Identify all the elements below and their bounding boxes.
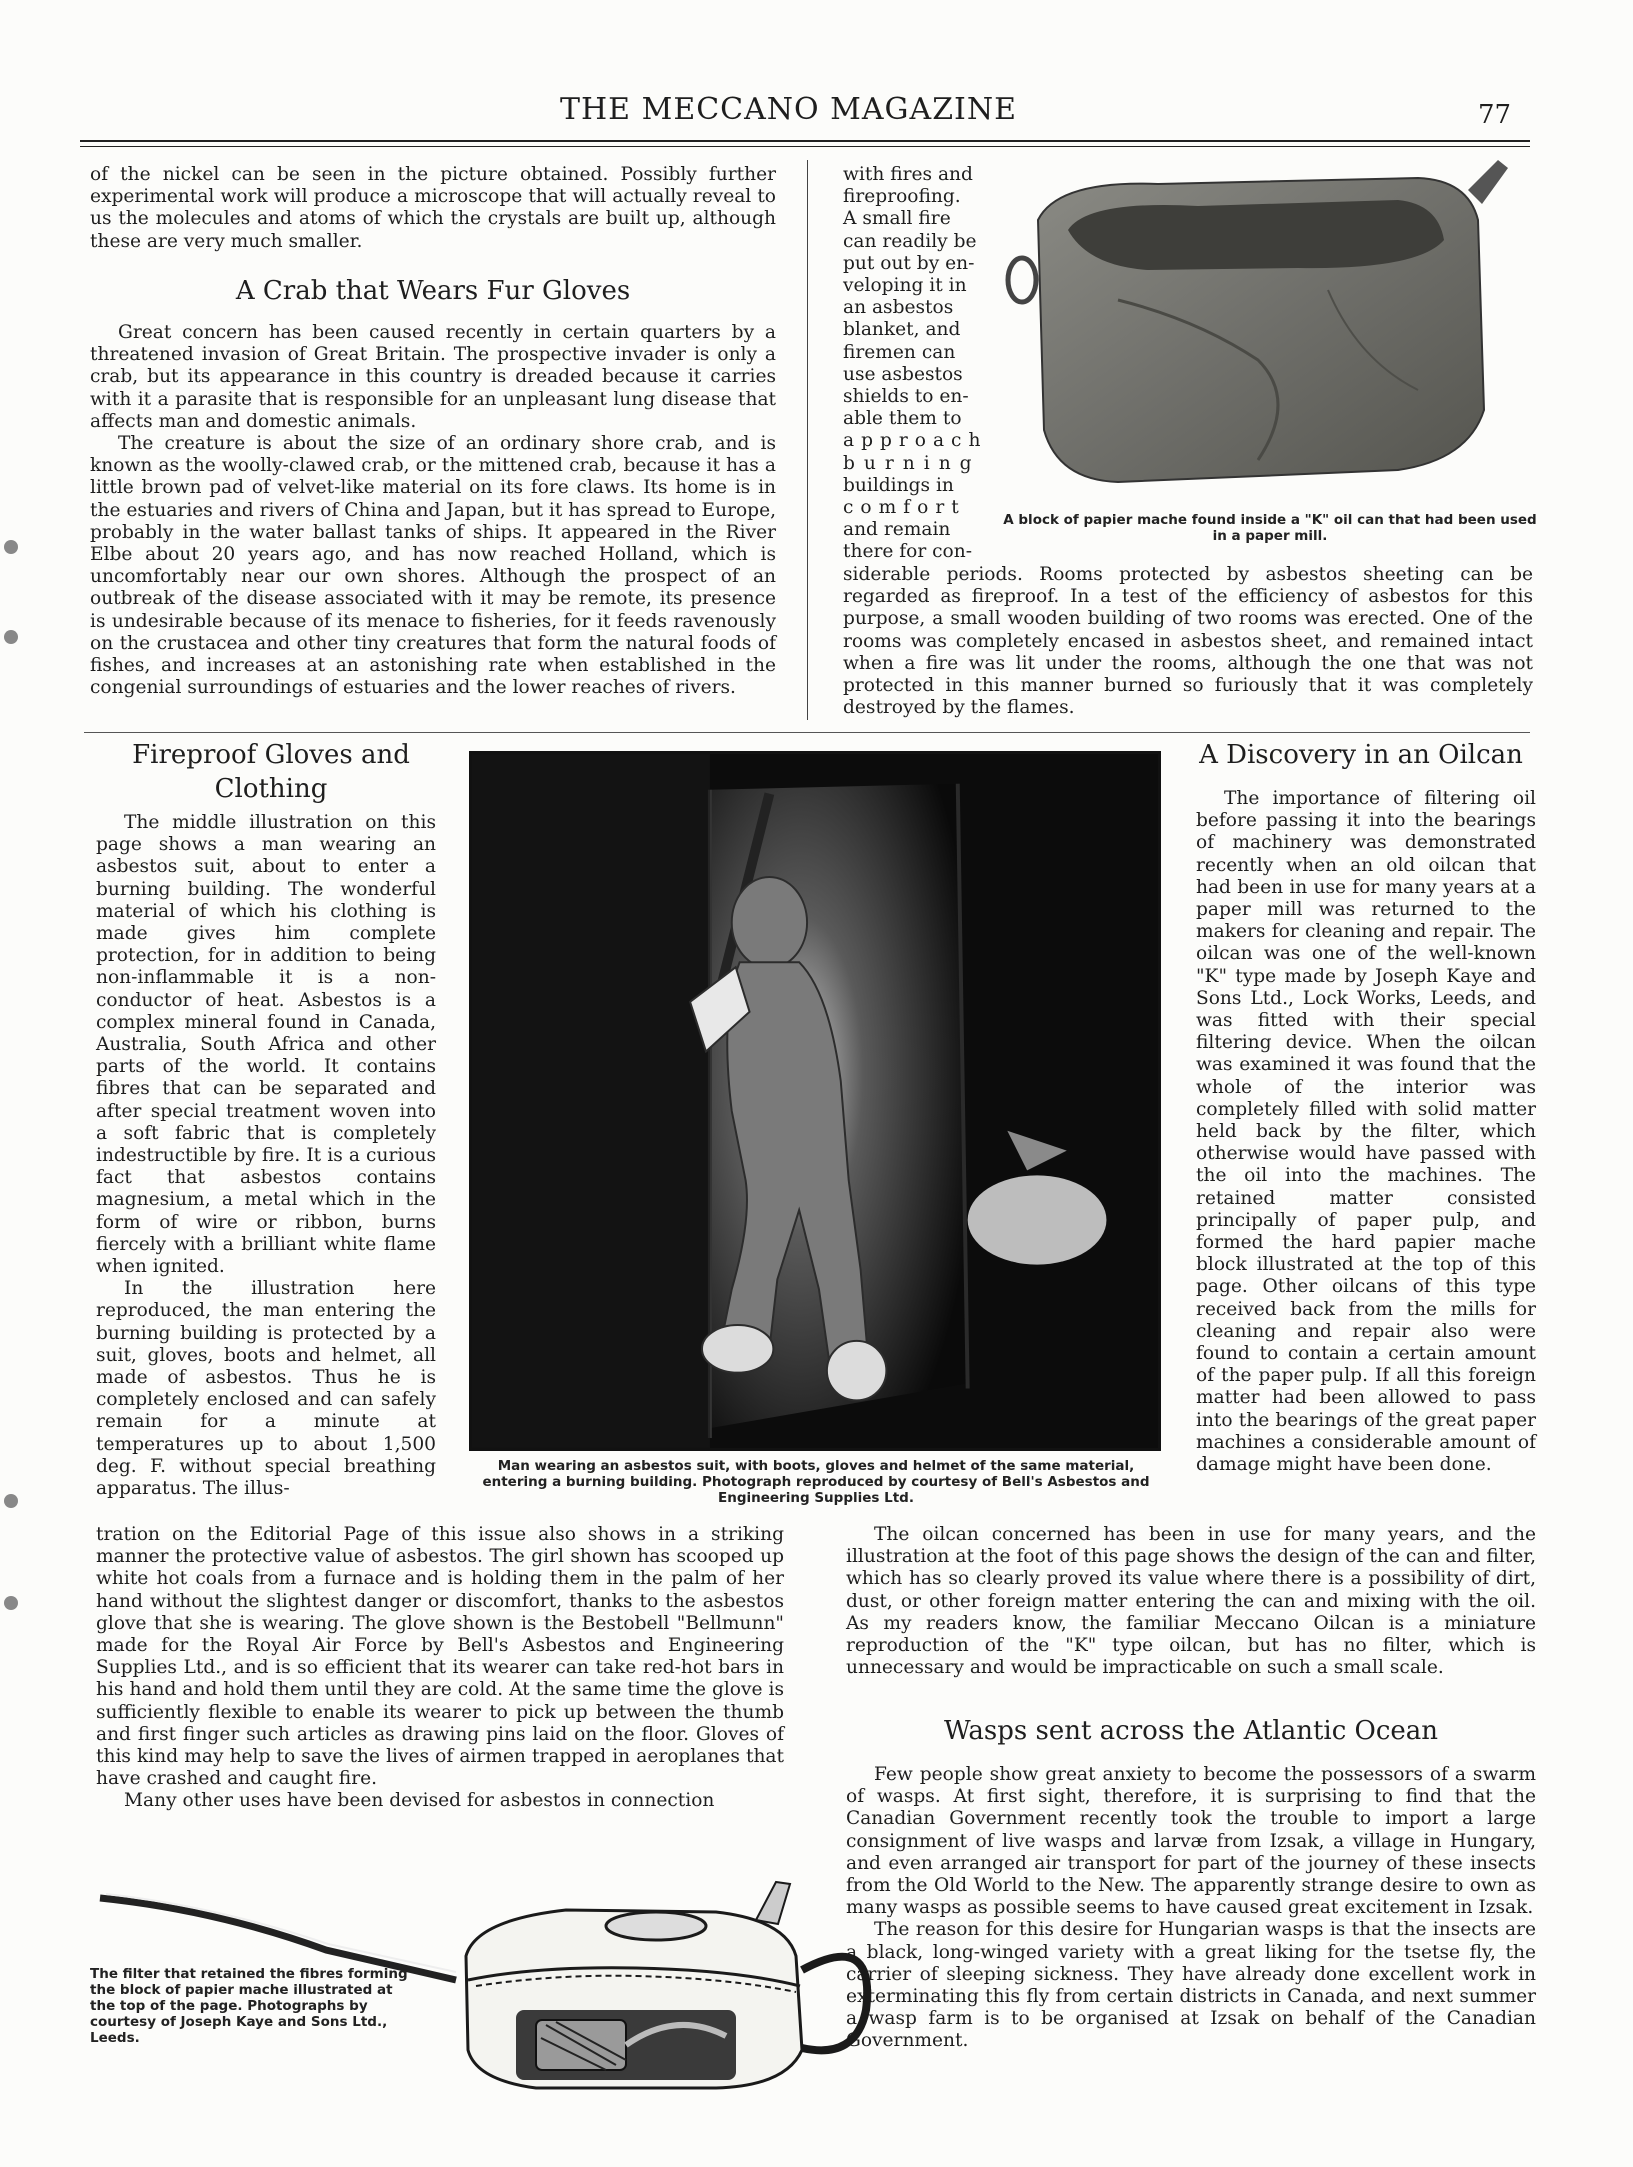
narrow-line: put out by en- bbox=[843, 252, 975, 274]
crab-heading: A Crab that Wears Fur Gloves bbox=[235, 276, 631, 306]
wasps-article-body bbox=[846, 1764, 1536, 2053]
gloves-wide-text: tration on the Editorial Page of this issue also shows in a striking manner the protective value of asbestos. The girl shown has scooped up white hot coals from a furnace and is holding them in the palm of her hand without the slightest danger or discomfort, thanks to the asbestos glove that she is wearing. The glove shown is the Bestobell "Bellmunn" made for the Royal Air Force by Bell's Asbestos and Engineering Supplies Ltd., and is so efficient that its wearer can take red-hot bars in his hand and hold them until they are cold. At the same time the glove is sufficiently flexible to enable its wearer to pick up between the thumb and first finger such articles as drawing pins laid on the floor. Gloves of this kind may help to save the lives of airmen trapped in aeroplanes that have crashed and caught fire. Many other uses have been devised for asbestos in connection bbox=[96, 1524, 784, 1812]
intro-continuation: of the nickel can be seen in the picture obtained. Possibly further experimental work will produce a microscope that will actually reveal to us the molecules and atoms of which the crystals are built up, although these are very much smaller. bbox=[90, 164, 776, 252]
narrow-line: an asbestos bbox=[843, 297, 954, 319]
section-rule bbox=[84, 732, 1530, 733]
gloves-heading-line-2: Clothing bbox=[214, 774, 328, 804]
narrow-line: there for con- bbox=[843, 541, 972, 563]
narrow-line: comfort bbox=[843, 497, 966, 519]
narrow-line: veloping it in bbox=[843, 275, 967, 297]
crab-paragraph-2: The creature is about the size of an ordinary shore crab, and is known as the woolly-clawed crab, or the mittened crab, because it has a little brown pad of velvet-like material on its fore claws. Its home is in the estuaries and rivers of China and Japan, but it has spread to Europe, probably in the water ballast tanks of ships. It appeared in the River Elbe about 20 years ago, and has now reached Holland, which is uncomfortably near our own shores. Although the prospect of an outbreak of the disease associated with it may be remote, its presence is undesirable because of its menace to fisheries, for it feeds ravenously on the crustacea and other tiny creatures that form the natural foods of fishes, and increases at an astonishing rate when established in the congenial surroundings of estuaries and the lower reaches of rivers. bbox=[90, 433, 776, 699]
oilcan-wide-text: The oilcan concerned has been in use for many years, and the illustration at the foot of this page shows the design of the can and filter, which has so clearly proved its value where there is a possibility of dirt, dust, or other foreign matter entering the can and mixing with the oil. As my readers know, the familiar Meccano Oilcan is a miniature reproduction of the "K" type oilcan, but has no filter, which is unnecessary and would be impracticable on such a small scale. bbox=[846, 1524, 1536, 1679]
column-divider bbox=[807, 160, 808, 720]
wasps-heading: Wasps sent across the Atlantic Ocean bbox=[943, 1716, 1439, 1746]
narrow-line: blanket, and bbox=[843, 319, 961, 341]
gloves-column-text: The middle illustration on this page shows a man wearing an asbestos suit, about to enter a burning building. The wonderful material of which his clothing is made gives him complete protection, for in addition to being non-inflammable it is a non-conductor of heat. Asbestos is a complex mineral found in Canada, Australia, South Africa and other parts of the world. It contains fibres that can be separated and after special treatment woven into a soft fabric that is completely indestructible by fire. It is a curious fact that asbestos contains magnesium, a metal which in the form of wire or ribbon, burns fiercely with a brilliant white flame when ignited. In the illustration here reproduced, the man entering the burning building is protected by a suit, gloves, boots and helmet, all made of asbestos. Thus he is completely enclosed and can safely remain for a minute at temperatures up to about 1,500 deg. F. without special breathing apparatus. The illus- bbox=[96, 812, 436, 1500]
narrow-line: and remain bbox=[843, 519, 951, 541]
magazine-title: THE MECCANO MAGAZINE bbox=[560, 92, 1018, 127]
gloves-heading-line-1: Fireproof Gloves and bbox=[132, 740, 410, 770]
asbestos-narrow-column bbox=[843, 164, 989, 564]
narrow-line: able them to bbox=[843, 408, 962, 430]
narrow-line: shields to en- bbox=[843, 386, 969, 408]
gloves-heading bbox=[96, 738, 446, 806]
papier-mache-block-photo bbox=[998, 160, 1538, 508]
man-photo-caption: Man wearing an asbestos suit, with boots, gloves and helmet of the same material, entering a burning building. Photograph reproduced by courtesy of Bell's Asbestos and Engineering Supplies Ltd. bbox=[482, 1458, 1150, 1506]
rock-photo-caption: A block of papier mache found inside a "K" oil can that had been used in a paper mill. bbox=[1003, 512, 1537, 544]
narrow-line: fireproofing. bbox=[843, 186, 961, 208]
header-rule-thin bbox=[80, 146, 1530, 147]
wasps-paragraph-2: The reason for this desire for Hungarian wasps is that the insects are a black, long-winged variety with a great liking for the tsetse fly, the carrier of sleeping sickness. They have already done excellent work in exterminating this fly from certain districts in Canada, and next summer a wasp farm is to be organised at Izsak on behalf of the Canadian Government. bbox=[846, 1919, 1536, 2052]
oilcan-figure-caption: The filter that retained the fibres forming the block of papier mache illustrated at the top of the page. Photographs by courtesy of Joseph Kaye and Sons Ltd., Leeds. bbox=[90, 1966, 408, 2046]
oilcan-column-text: The importance of filtering oil before passing it into the bearings of machinery was demonstrated recently when an old oilcan that had been in use for many years at a paper mill was returned to the makers for cleaning and repair. The oilcan was one of the well-known "K" type made by Joseph Kaye and Sons Ltd., Lock Works, Leeds, and was fitted with their special filtering device. When the oilcan was examined it was found that the whole of the interior was completely filled with solid matter held back by the filter, which otherwise would have passed with the oil into the machines. The retained matter consisted principally of paper pulp, and formed the hard papier mache block illustrated at the top of this page. Other oilcans of this type received back from the mills for cleaning and repair also were found to contain a certain amount of the paper pulp. If all this foreign matter had been allowed to pass into the bearings of the great paper machines a considerable amount of damage might have been done. bbox=[1196, 788, 1536, 1476]
header-rule bbox=[80, 140, 1530, 142]
scan-margin-mark bbox=[4, 1494, 18, 1508]
scan-margin-mark bbox=[4, 630, 18, 644]
wasps-paragraph-1: Few people show great anxiety to become the possessors of a swarm of wasps. At first sight, therefore, it is surprising to find that the Canadian Government recently took the trouble to import a large consignment of live wasps and larvæ from Izsak, a village in Hungary, and even arranged air transport for part of the journey of these insects from the Old World to the New. The apparently strange desire to own as many wasps as possible seems to have caused great excitement in Izsak. bbox=[846, 1764, 1536, 1919]
narrow-line: approach bbox=[843, 430, 988, 452]
asbestos-wide-text: siderable periods. Rooms protected by asbestos sheeting can be regarded as fireproof. In a test of the efficiency of asbestos for this purpose, a small wooden building of two rooms was erected. One of the rooms was completely encased in asbestos sheet, and remained intact when a fire was lit under the rooms, although the one that was not protected in this manner burned so furiously that it was completely destroyed by the flames. bbox=[843, 564, 1533, 719]
narrow-line: A small fire bbox=[843, 208, 951, 230]
crab-paragraph-1: Great concern has been caused recently in certain quarters by a threatened invasion of Great Britain. The prospective invader is only a crab, but its appearance in this country is dreaded because it carries with it a parasite that is responsible for an unpleasant lung disease that affects man and domestic animals. bbox=[90, 322, 776, 432]
oilcan-heading: A Discovery in an Oilcan bbox=[1199, 740, 1523, 770]
narrow-line: can readily be bbox=[843, 230, 977, 252]
narrow-line: burning bbox=[843, 452, 981, 474]
asbestos-suit-photo bbox=[469, 751, 1161, 1451]
scan-margin-mark bbox=[4, 540, 18, 554]
page-number: 77 bbox=[1478, 100, 1512, 130]
scan-margin-mark bbox=[4, 1596, 18, 1610]
narrow-line: use asbestos bbox=[843, 363, 963, 385]
narrow-line: buildings in bbox=[843, 474, 954, 496]
crab-article-body bbox=[90, 322, 776, 699]
narrow-line: firemen can bbox=[843, 341, 956, 363]
narrow-line: with fires and bbox=[843, 164, 973, 185]
